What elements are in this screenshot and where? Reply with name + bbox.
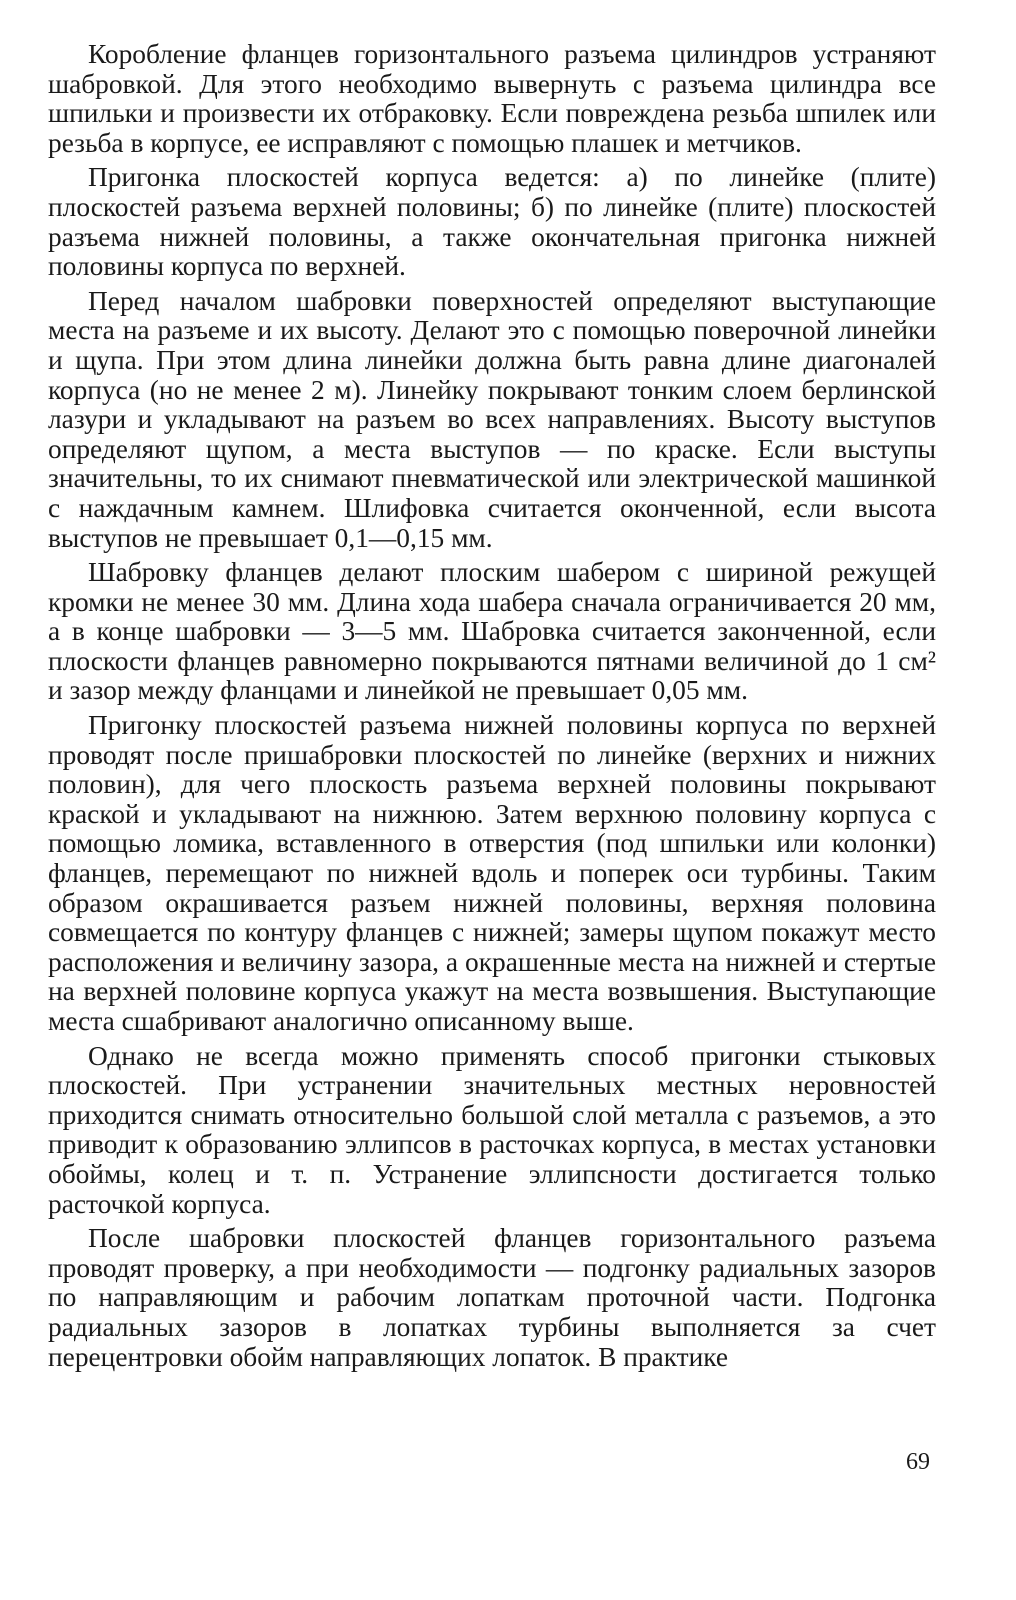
page-body <box>48 40 936 1560</box>
paragraph-3: Перед началом шабровки поверхностей определяют выступающие места на разъеме и их высоту. Делают это с помощью поверочной линейки и щупа. При этом длина линейки должна быть равна длине диагоналей корпуса (но не менее 2 м). Линейку покрывают тонким слоем берлинской лазури и укладывают на разъем во всех направлениях. Высоту выступов определяют щупом, а места выступов — по краске. Если выступы значительны, то их снимают пневматической или электрической машинкой с наждачным камнем. Шлифовка считается оконченной, если высота выступов не превышает 0,1—0,15 мм. <box>48 285 936 553</box>
paragraph-7: После шабровки плоскостей фланцев горизонтального разъема проводят проверку, а при необходимости — подгонку радиальных зазоров по направляющим и рабочим лопаткам проточной части. Подгонка радиальных зазоров в лопатках турбины выполняется за счет перецентровки обойм направляющих лопаток. В практике <box>48 1223 936 1372</box>
paragraph-4: Шабровку фланцев делают плоским шабером с шириной режущей кромки не менее 30 мм. Длина хода шабера сначала ограничивается 20 мм, а в конце шабровки — 3—5 мм. Шабровка считается законченной, если плоскости фланцев равномерно покрываются пятнами величиной до 1 см² и зазор между фланцами и линейкой не превышает 0,05 мм. <box>48 557 936 706</box>
paragraph-5: Пригонку плоскостей разъема нижней половины корпуса по верхней проводят после пришабровки плоскостей по линейке (верхних и нижних половин), для чего плоскость разъема верхней половины покрывают краской и укладывают на нижнюю. Затем верхнюю половину корпуса с помощью ломика, вставленного в отверстия (под шпильки или колонки) фланцев, перемещают по нижней вдоль и поперек оси турбины. Таким образом окрашивается разъем нижней половины, верхняя половина совмещается по контуру фланцев с нижней; замеры щупом покажут место расположения и величину зазора, а окрашенные места на нижней и стертые на верхней половине корпуса укажут на места возвышения. Выступающие места сшабривают аналогично описанному выше. <box>48 710 936 1036</box>
paragraph-6: Однако не всегда можно применять способ пригонки стыковых плоскостей. При устранении значительных местных неровностей приходится снимать относительно большой слой металла с разъемов, а это приводит к образованию эллипсов в расточках корпуса, в местах установки обоймы, колец и т. п. Устранение эллипсности достигается только расточкой корпуса. <box>48 1040 936 1219</box>
paragraph-2: Пригонка плоскостей корпуса ведется: а) по линейке (плите) плоскостей разъема верхней половины; б) по линейке (плите) плоскостей разъема нижней половины, а также окончательная пригонка нижней половины корпуса по верхней. <box>48 162 936 282</box>
page-number: 69 <box>906 1449 930 1475</box>
paragraph-1: Коробление фланцев горизонтального разъема цилиндров устраняют шабровкой. Для этого необходимо вывернуть с разъема цилиндра все шпильки и произвести их отбраковку. Если повреждена резьба шпилек или резьба в корпусе, ее исправляют с помощью плашек и метчиков. <box>48 39 936 158</box>
